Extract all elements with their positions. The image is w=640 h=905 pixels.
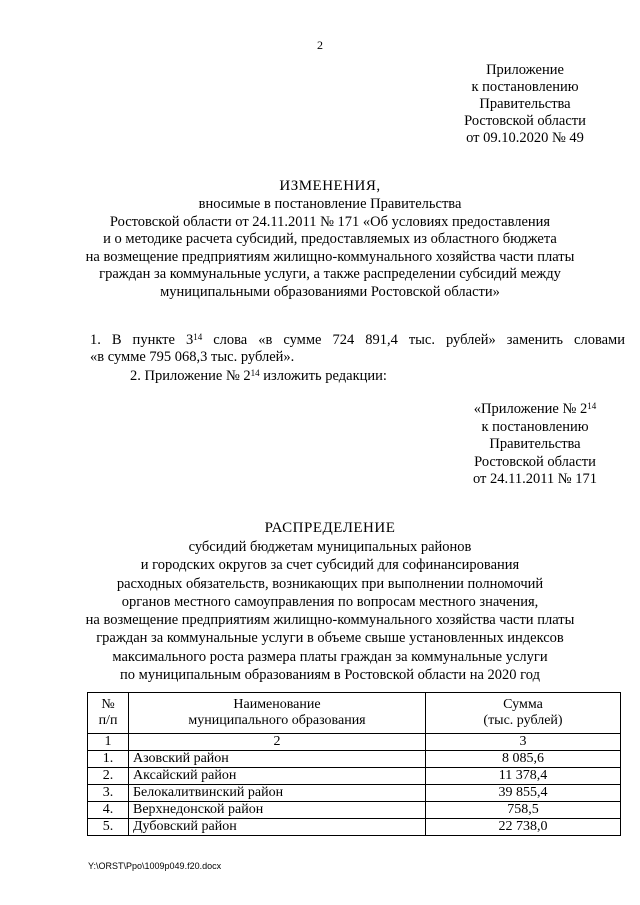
appendix-2-title: «Приложение № 2 [473,401,588,417]
row-name: Аксайский район [129,768,426,785]
appendix-2-line [440,401,630,419]
header-cell-sum [426,693,621,734]
appendix-2-line: Ростовской области [474,453,596,470]
row-name: Азовский район [129,751,426,768]
table-row [88,785,621,802]
item-1-sup: 14 [193,332,203,342]
table-index-row [88,734,621,751]
row-number: 2. [88,768,129,785]
index-cell: 2 [129,734,426,751]
changes-subtitle-line: граждан за коммунальные услуги, а также распределении субсидий между [99,266,561,283]
appendix-header-line: Приложение [486,62,564,78]
index-cell: 3 [426,734,621,751]
item-1-line-2: «в сумме 795 068,3 тыс. рублей». [90,349,295,365]
table-header-row [88,693,621,734]
header-text: муниципального образования [188,713,366,728]
item-2-suffix: изложить редакции: [259,368,387,384]
row-number: 5. [88,819,129,836]
row-sum: 11 378,4 [426,768,621,785]
appendix-header-line: от 09.10.2020 № 49 [466,130,584,146]
row-sum: 22 738,0 [426,819,621,836]
distribution-subtitle [40,538,620,684]
row-name: Белокалитвинский район [129,785,426,802]
changes-title: ИЗМЕНЕНИЯ, [279,178,381,194]
table-row [88,751,621,768]
appendix-2-line: Правительства [489,436,581,452]
row-sum: 8 085,6 [426,751,621,768]
appendix-header-line: к постановлению [471,79,579,95]
distribution-subtitle-line: и городских округов за счет субсидий для софинансирования [140,557,520,574]
appendix-2-line: от 24.11.2011 № 171 [472,471,598,487]
appendix-2-header [440,401,630,489]
header-text: Сумма [503,697,543,712]
appendix-header-line: Правительства [479,96,571,112]
item-2-paragraph [130,368,610,385]
row-sum: 758,5 [426,802,621,819]
distribution-subtitle-line: по муниципальным образованиям в Ростовской области на 2020 год [120,667,540,684]
distribution-subtitle-line: субсидий бюджетам муниципальных районов [188,539,472,555]
row-name: Верхнедонской район [129,802,426,819]
distribution-subtitle-line: расходных обязательств, возникающих при выполнении полномочий [116,575,544,592]
changes-subtitle-line: на возмещение предприятиям жилищно-коммунального хозяйства части платы [85,248,575,265]
item-1-paragraph [90,332,625,349]
changes-subtitle-line: вносимые в постановление Правительства [198,196,462,212]
row-number: 4. [88,802,129,819]
header-cell-number [88,693,129,734]
row-sum: 39 855,4 [426,785,621,802]
distribution-title: РАСПРЕДЕЛЕНИЕ [264,520,396,536]
distribution-subtitle-line: граждан за коммунальные услуги в объеме свыше установленных индексов [96,630,564,647]
item-1-suffix: слова «в сумме 724 891,4 тыс. рублей» заменить словами [202,332,625,348]
table-row [88,802,621,819]
header-text: № [101,697,115,712]
header-text: п/п [98,713,118,728]
appendix-header [430,62,620,147]
header-text: (тыс. рублей) [483,713,563,728]
row-number: 1. [88,751,129,768]
appendix-2-sup: 14 [587,401,597,411]
item-2-prefix: 2. Приложение № 2 [130,368,251,384]
footer-file-path: Y:\ORST\Ppo\1009p049.f20.docx [88,861,222,871]
page-number: 2 [317,38,323,52]
appendix-2-line: к постановлению [481,418,589,435]
changes-subtitle-line: и о методике расчета субсидий, предоставляемых из областного бюджета [103,231,557,248]
changes-subtitle [40,196,620,302]
distribution-subtitle-line: на возмещение предприятиям жилищно-коммунального хозяйства части платы [85,612,575,629]
row-number: 3. [88,785,129,802]
index-cell: 1 [88,734,129,751]
changes-subtitle-line: муниципальными образованиями Ростовской области» [160,283,500,300]
item-2-sup: 14 [250,368,260,378]
appendix-header-line: Ростовской области [464,113,586,129]
changes-subtitle-line: Ростовской области от 24.11.2011 № 171 «Об условиях предоставления [109,213,551,230]
distribution-table [87,692,621,836]
header-cell-name [129,693,426,734]
table-row [88,819,621,836]
header-text: Наименование [233,697,321,712]
distribution-subtitle-line: органов местного самоуправления по вопросам местного значения, [121,593,539,610]
distribution-subtitle-line: максимального роста размера платы граждан за коммунальные услуги [112,648,548,665]
table-row [88,768,621,785]
row-name: Дубовский район [129,819,426,836]
item-1-prefix: 1. В пункте 3 [90,332,194,348]
